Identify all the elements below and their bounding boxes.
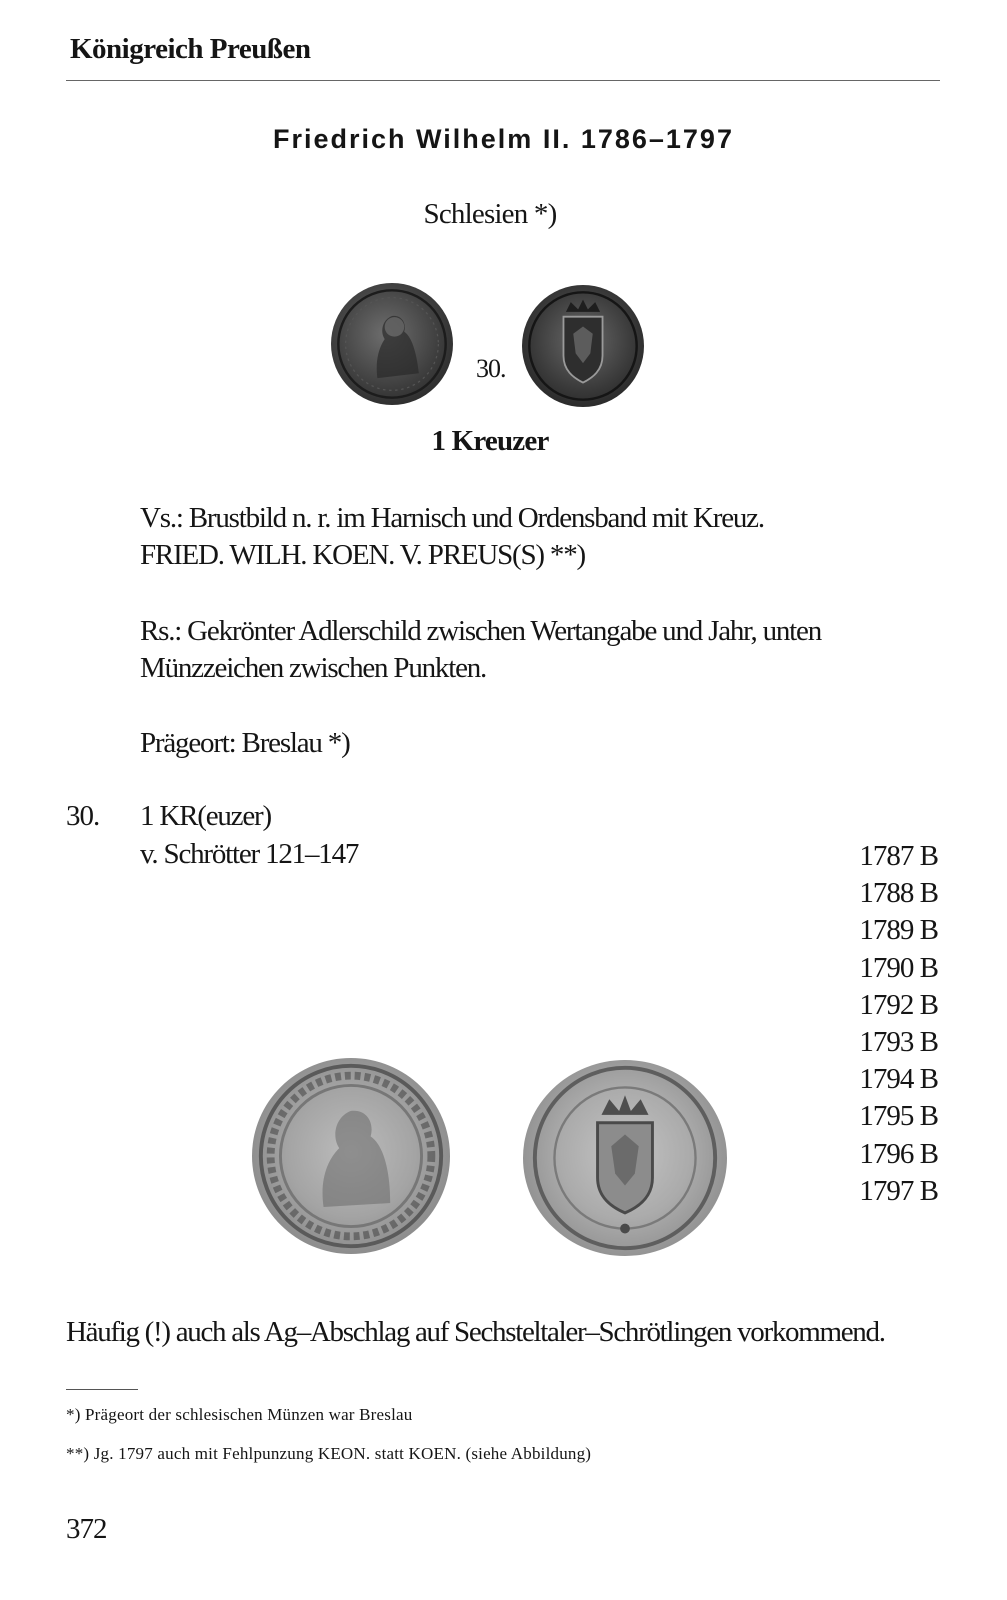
obverse-legend: FRIED. WILH. KOEN. V. PREUS(S) **) bbox=[140, 539, 585, 571]
entry-number: 30. bbox=[66, 800, 100, 832]
coin-obverse-image bbox=[331, 283, 453, 405]
denomination-label: 1 Kreuzer bbox=[431, 425, 549, 457]
page-number: 372 bbox=[66, 1513, 107, 1545]
year-item: 1788 B bbox=[859, 877, 938, 910]
year-item: 1790 B bbox=[859, 951, 938, 984]
year-item: 1793 B bbox=[859, 1025, 938, 1058]
footnote-1: *) Prägeort der schlesischen Münzen war Breslau bbox=[66, 1405, 413, 1424]
year-item: 1787 B bbox=[859, 840, 938, 872]
year-item: 1794 B bbox=[859, 1063, 938, 1096]
region-label: Schlesien *) bbox=[423, 198, 557, 230]
silver-strike-reverse-image bbox=[523, 1060, 727, 1256]
reverse-description-cont: Münzzeichen zwischen Punkten. bbox=[140, 652, 487, 684]
obverse-description: Vs.: Brustbild n. r. im Harnisch und Ordensband mit Kreuz. bbox=[140, 502, 764, 534]
year-item: 1796 B bbox=[859, 1137, 938, 1170]
entry-name: 1 KR(euzer) bbox=[140, 800, 271, 832]
running-header: Königreich Preußen bbox=[70, 33, 311, 65]
mint-location: Prägeort: Breslau *) bbox=[140, 727, 350, 759]
year-item: 1789 B bbox=[859, 914, 938, 947]
figure-number: 30. bbox=[476, 354, 506, 383]
ruler-title: Friedrich Wilhelm II. 1786–1797 bbox=[273, 124, 734, 154]
entry-reference: v. Schrötter 121–147 bbox=[140, 838, 359, 870]
year-item: 1792 B bbox=[859, 988, 938, 1021]
variant-note: Häufig (!) auch als Ag–Abschlag auf Sechsteltaler–Schrötlingen vorkommend. bbox=[66, 1316, 885, 1348]
footnote-2: **) Jg. 1797 auch mit Fehlpunzung KEON. statt KOEN. (siehe Abbildung) bbox=[66, 1444, 592, 1463]
silver-strike-obverse-image bbox=[252, 1058, 450, 1254]
header-divider bbox=[66, 80, 940, 81]
footnote-divider bbox=[66, 1389, 138, 1390]
year-list bbox=[790, 838, 938, 1210]
reverse-description: Rs.: Gekrönter Adlerschild zwischen Wertangabe und Jahr, unten bbox=[140, 615, 822, 647]
coin-reverse-image bbox=[522, 285, 644, 407]
year-item: 1795 B bbox=[859, 1100, 938, 1133]
year-item: 1797 B bbox=[859, 1174, 938, 1207]
